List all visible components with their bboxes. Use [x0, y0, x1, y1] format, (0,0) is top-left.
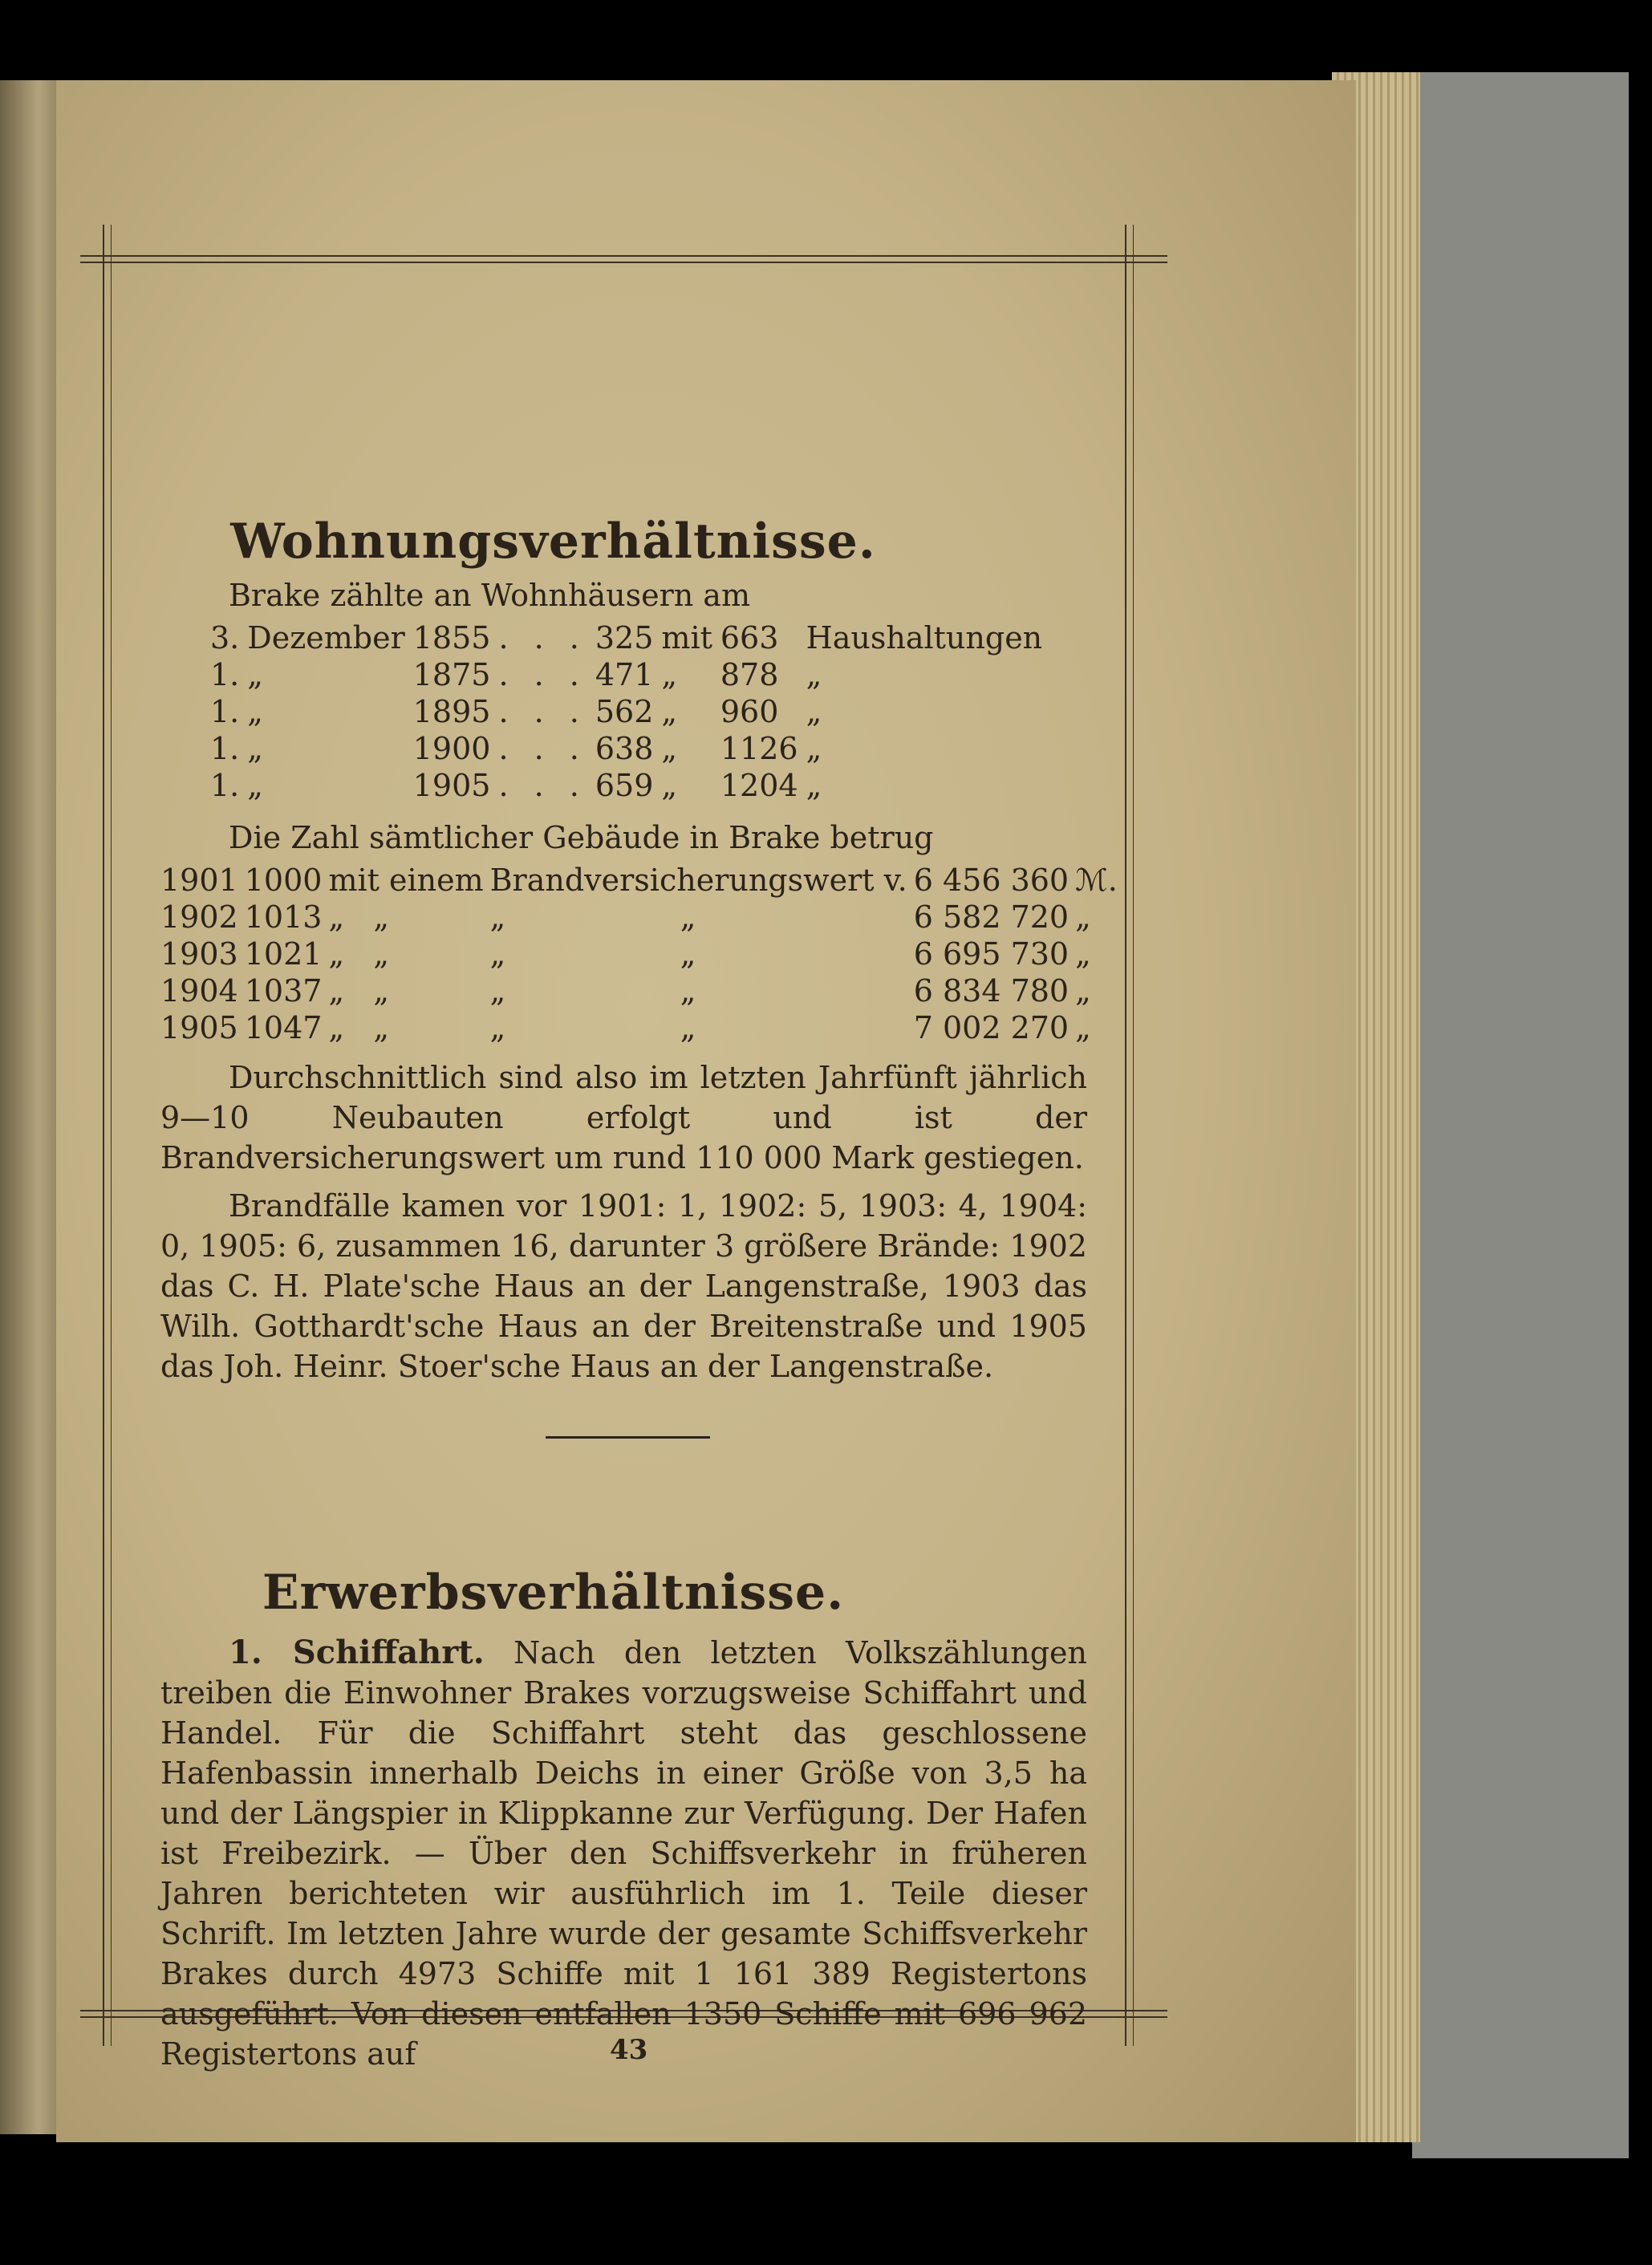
housing-cell-houses: 325: [595, 620, 654, 656]
buildings-cell-value: 6 695 730: [913, 936, 1070, 972]
housing-cell-year: 1855: [412, 620, 491, 656]
housing-cell-year: 1875: [412, 657, 491, 692]
buildings-cell-year: 1902: [160, 899, 238, 935]
section-title-housing: Wohnungsverhältnisse.: [230, 513, 876, 570]
buildings-cell-value: 7 002 270: [913, 1010, 1070, 1045]
buildings-cell-unit: „: [1075, 899, 1091, 935]
housing-cell-conj: „: [661, 657, 678, 692]
buildings-cell-value: 6 456 360: [913, 863, 1070, 898]
housing-row: [210, 767, 1050, 804]
housing-cell-houses: 562: [595, 694, 654, 729]
housing-cell-count: 878: [720, 657, 779, 692]
book-cover-edge: [1412, 72, 1629, 2158]
housing-cell-dots: . . .: [498, 657, 587, 692]
paragraph-shipping: [160, 1633, 1087, 2074]
buildings-cell-unit: ℳ.: [1075, 863, 1118, 898]
section-title-employment: Erwerbsverhältnisse.: [262, 1565, 845, 1621]
paragraph-average: Durchschnittlich sind also im letzten Jahrfünft jährlich 9—10 Neubauten erfolgt und ist der Brandversicherungswert um rund 110 000 Mark gestiegen.: [160, 1060, 1087, 1175]
buildings-cell-count: 1013: [244, 899, 323, 935]
buildings-intro: Die Zahl sämtlicher Gebäude in Brake betrug: [229, 820, 934, 855]
housing-cell-count: 663: [720, 620, 779, 656]
housing-row: [210, 619, 1050, 656]
housing-cell-conj: „: [661, 731, 678, 766]
buildings-cell-a: mit einem: [328, 863, 484, 898]
buildings-cell-a: „ „: [328, 899, 390, 935]
housing-table: [210, 619, 1050, 804]
housing-cell-count: 960: [720, 694, 779, 729]
frame-rule-top: [80, 255, 1167, 263]
buildings-row: [160, 936, 1124, 972]
frame-rule-right-inner: [1133, 225, 1134, 2046]
housing-cell-year: 1905: [412, 768, 491, 803]
housing-cell-conj: „: [661, 694, 678, 729]
housing-cell-unit: „: [806, 768, 822, 803]
housing-cell-day: 1.: [210, 657, 240, 692]
housing-cell-dots: . . .: [498, 768, 587, 803]
buildings-cell-b: Brandversicherungswert v.: [489, 863, 907, 898]
housing-cell-month: „: [247, 694, 263, 729]
housing-cell-year: 1900: [412, 731, 491, 766]
buildings-row: [160, 972, 1124, 1009]
housing-cell-houses: 471: [595, 657, 654, 692]
shipping-text: Nach den letzten Volkszählungen treiben die Einwohner Brakes vorzugsweise Schiffahrt und Handel. Für die Schiffahrt steht das geschlossene Hafenbassin innerhalb Deichs in einer Größe von 3,5 ha und der Längspier in Klippkanne zur Verfügung. Der Hafen ist Freibezirk. — Über den Schiffsverkehr in früheren Jahren berichteten wir ausführlich im 1. Teile dieser Schrift. Im letzten Jahre wurde der gesamte Schiffsverkehr Brakes durch 4973 Schiffe mit 1 161 389 Registertons ausgeführt. Von diesen entfallen 1350 Schiffe mit 696 962 Registertons auf: [160, 1635, 1087, 2072]
section-divider: [546, 1436, 710, 1439]
buildings-cell-a: „ „: [328, 936, 390, 972]
housing-row: [210, 730, 1050, 767]
housing-cell-conj: „: [661, 768, 678, 803]
buildings-cell-b: „ „: [489, 899, 696, 935]
housing-row: [210, 693, 1050, 730]
shipping-lead: 1. Schiffahrt.: [229, 1634, 485, 1671]
frame-rule-left: [103, 225, 104, 2046]
buildings-cell-unit: „: [1075, 1010, 1091, 1045]
housing-cell-unit: „: [806, 731, 822, 766]
buildings-cell-count: 1000: [244, 863, 323, 898]
frame-rule-left-inner: [111, 225, 112, 2046]
buildings-row: [160, 1009, 1124, 1046]
buildings-cell-year: 1903: [160, 936, 238, 972]
housing-cell-year: 1895: [412, 694, 491, 729]
buildings-cell-a: „ „: [328, 973, 390, 1009]
housing-cell-count: 1126: [720, 731, 798, 766]
buildings-cell-count: 1021: [244, 936, 323, 972]
paragraph-fires: Brandfälle kamen vor 1901: 1, 1902: 5, 1903: 4, 1904: 0, 1905: 6, zusammen 16, darunter 3 größere Brände: 1902 das C. H. Plate'sche Haus an der Langenstraße, 1903 das Wilh. Gotthardt'sche Haus an der Breitenstraße und 1905 das Joh. Heinr. Stoer'sche Haus an der Langenstraße.: [160, 1188, 1087, 1384]
housing-cell-day: 1.: [210, 731, 240, 766]
housing-cell-month: „: [247, 657, 263, 692]
buildings-cell-b: „ „: [489, 973, 696, 1009]
buildings-cell-year: 1901: [160, 863, 238, 898]
buildings-cell-a: „ „: [328, 1010, 390, 1045]
housing-cell-conj: mit: [661, 620, 712, 656]
housing-cell-dots: . . .: [498, 731, 587, 766]
buildings-cell-value: 6 834 780: [913, 973, 1070, 1009]
buildings-cell-unit: „: [1075, 936, 1091, 972]
housing-cell-month: „: [247, 731, 263, 766]
buildings-cell-value: 6 582 720: [913, 899, 1070, 935]
buildings-table: [160, 862, 1124, 1046]
buildings-cell-b: „ „: [489, 936, 696, 972]
frame-rule-right: [1125, 225, 1126, 2046]
housing-cell-unit: „: [806, 657, 822, 692]
buildings-cell-unit: „: [1075, 973, 1091, 1009]
facing-page-edge: [0, 80, 64, 2134]
housing-cell-month: Dezember: [247, 620, 405, 656]
housing-cell-month: „: [247, 768, 263, 803]
housing-cell-day: 1.: [210, 694, 240, 729]
housing-cell-unit: Haushaltungen: [806, 620, 1043, 656]
housing-cell-houses: 659: [595, 768, 654, 803]
housing-cell-day: 1.: [210, 768, 240, 803]
housing-intro: Brake zählte an Wohnhäusern am: [229, 578, 750, 613]
buildings-cell-b: „ „: [489, 1010, 696, 1045]
buildings-cell-count: 1037: [244, 973, 323, 1009]
housing-cell-dots: . . .: [498, 694, 587, 729]
buildings-row: [160, 899, 1124, 936]
page-number: 43: [610, 2034, 648, 2066]
housing-cell-houses: 638: [595, 731, 654, 766]
buildings-cell-year: 1905: [160, 1010, 238, 1045]
housing-cell-dots: . . .: [498, 620, 587, 656]
buildings-cell-year: 1904: [160, 973, 238, 1009]
buildings-cell-count: 1047: [244, 1010, 323, 1045]
housing-cell-day: 3.: [210, 620, 240, 656]
buildings-row: [160, 862, 1124, 899]
housing-row: [210, 656, 1050, 693]
housing-cell-count: 1204: [720, 768, 798, 803]
housing-cell-unit: „: [806, 694, 822, 729]
